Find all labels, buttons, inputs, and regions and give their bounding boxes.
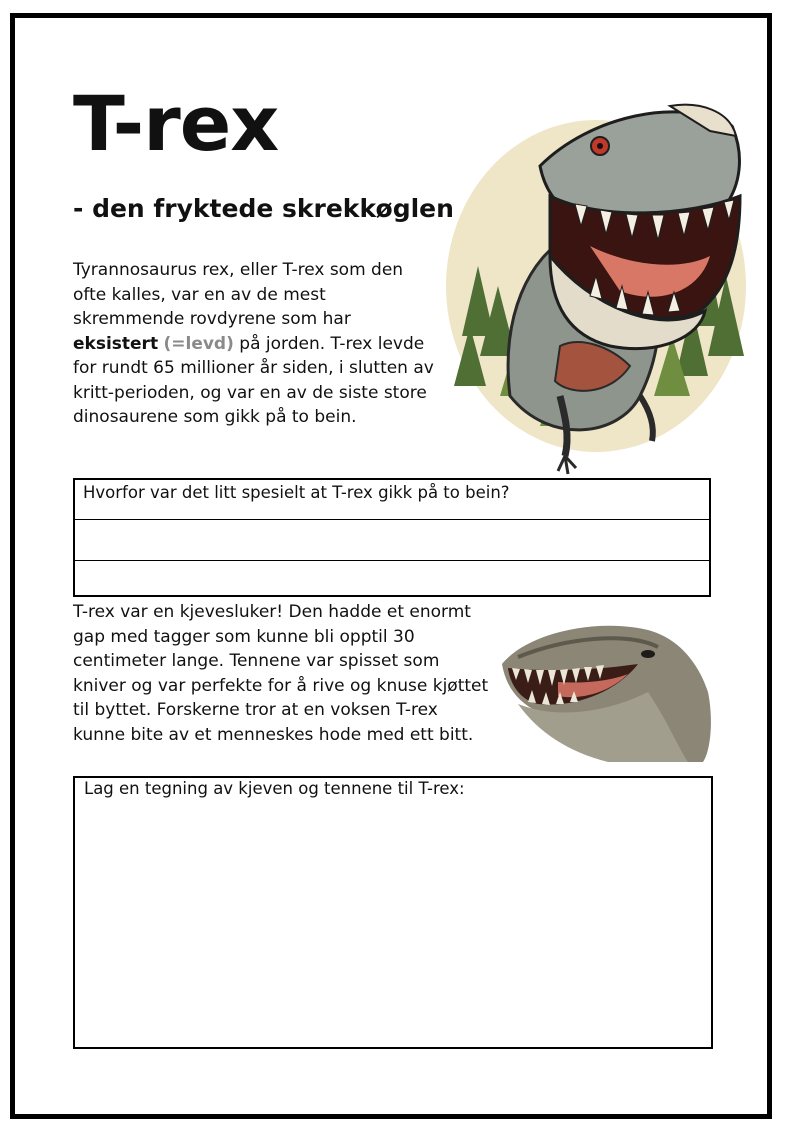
- intro-text-end: på jorden. T-rex levde for rundt 65 millioner år siden, i slutten av kritt-perioden, og var en av de siste store dinosaurene som gikk på to bein.: [73, 333, 434, 427]
- drawing-task-label: Lag en tegning av kjeven og tennene til T-rex:: [84, 779, 465, 798]
- drawing-area[interactable]: [73, 776, 713, 1049]
- page-title: T-rex: [73, 79, 279, 168]
- trex-head-photo-image: [498, 612, 720, 762]
- question-answer-box[interactable]: [73, 478, 711, 597]
- jaw-paragraph: T-rex var en kjevesluker! Den hadde et enormt gap med tagger som kunne bli opptil 30 centimeter lange. Tennene var spisset som kniver og var perfekte for å rive og knuse kjøttet til byttet. Forskerne tror at en voksen T-rex kunne bite av et menneskes hode med ett bitt.: [73, 602, 489, 745]
- answer-line: [75, 519, 709, 520]
- page-subtitle: - den fryktede skrekkøglen: [73, 194, 454, 223]
- intro-gloss: (=levd): [163, 333, 234, 354]
- answer-line: [75, 560, 709, 561]
- trex-illustration-image: [440, 96, 760, 476]
- intro-text-start: Tyrannosaurus rex, eller T-rex som den ofte kalles, var en av de mest skremmende rovdyrene som har: [73, 260, 404, 329]
- intro-bold-word: eksistert: [73, 333, 159, 354]
- intro-paragraph: [73, 258, 435, 430]
- question-text: Hvorfor var det litt spesielt at T-rex gikk på to bein?: [83, 483, 510, 502]
